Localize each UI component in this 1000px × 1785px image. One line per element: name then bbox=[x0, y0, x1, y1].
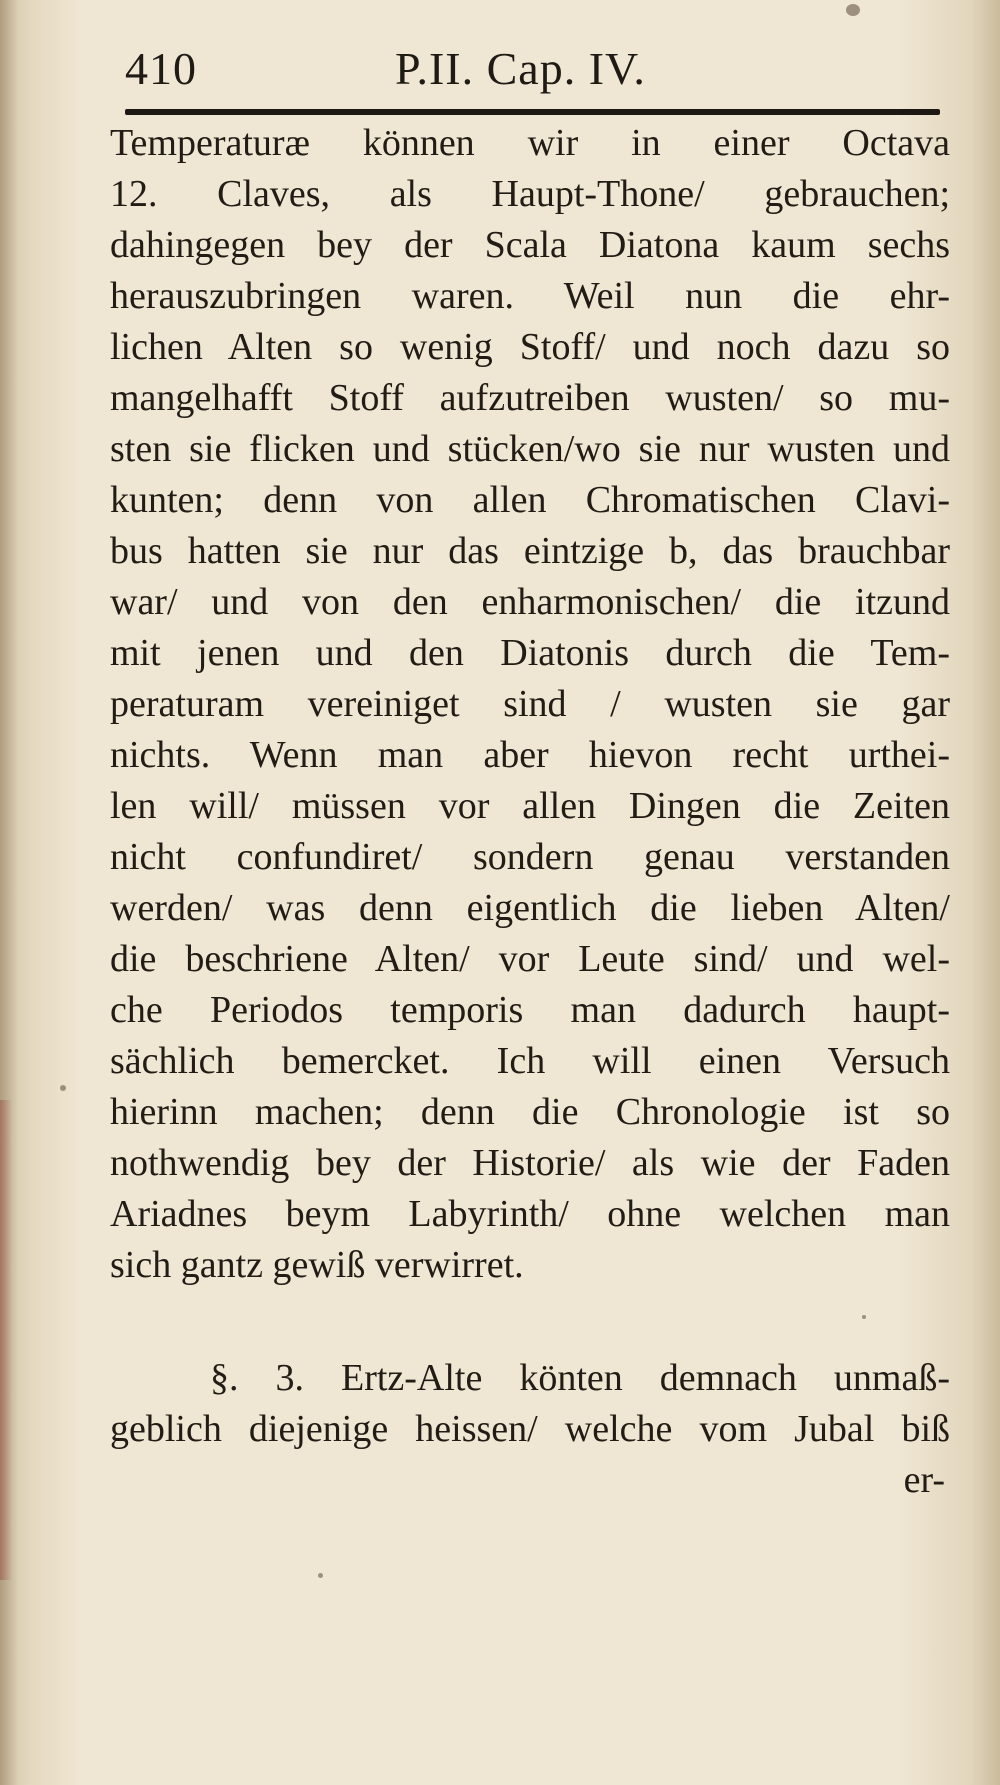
text-line: sächlich bemercket. Ich will einen Versuch bbox=[110, 1040, 950, 1082]
text-line: nichts. Wenn man aber hievon recht urthei- bbox=[110, 734, 950, 776]
text-line: hierinn machen; denn die Chronologie ist so bbox=[110, 1091, 950, 1133]
ink-speck bbox=[862, 1315, 866, 1319]
page-header bbox=[125, 42, 945, 102]
text-line: mit jenen und den Diatonis durch die Tem- bbox=[110, 632, 950, 674]
paragraph-1 bbox=[110, 118, 950, 1291]
text-line: nicht confundiret/ sondern genau verstanden bbox=[110, 836, 950, 878]
text-line: geblich diejenige heissen/ welche vom Jubal biß bbox=[110, 1408, 950, 1450]
text-line: §. 3. Ertz-Alte könten demnach unmaß- bbox=[210, 1357, 950, 1399]
header-rule bbox=[125, 109, 940, 115]
text-line: lichen Alten so wenig Stoff/ und noch dazu so bbox=[110, 326, 950, 368]
text-line: kunten; denn von allen Chromatischen Clavi- bbox=[110, 479, 950, 521]
body-text bbox=[110, 118, 950, 1506]
text-line: Temperaturæ können wir in einer Octava bbox=[110, 122, 950, 164]
page-number: 410 bbox=[125, 43, 197, 94]
paragraph-2 bbox=[110, 1353, 950, 1455]
text-line: bus hatten sie nur das eintzige b, das brauchbar bbox=[110, 530, 950, 572]
text-line: war/ und von den enharmonischen/ die itzund bbox=[110, 581, 950, 623]
text-line: mangelhafft Stoff aufzutreiben wusten/ so mu- bbox=[110, 377, 950, 419]
text-line: sich gantz gewiß verwirret. bbox=[110, 1244, 524, 1286]
ink-speck bbox=[60, 1085, 66, 1091]
text-line: peraturam vereiniget sind / wusten sie gar bbox=[110, 683, 950, 725]
text-line: herauszubringen waren. Weil nun die ehr- bbox=[110, 275, 950, 317]
running-head: P.II. Cap. IV. bbox=[395, 43, 646, 94]
text-line: dahingegen bey der Scala Diatona kaum sechs bbox=[110, 224, 950, 266]
catchword: er- bbox=[903, 1459, 945, 1501]
paragraph-gap bbox=[110, 1291, 950, 1353]
ink-speck bbox=[846, 4, 860, 16]
text-line: werden/ was denn eigentlich die lieben Alten/ bbox=[110, 887, 950, 929]
text-line: len will/ müssen vor allen Dingen die Zeiten bbox=[110, 785, 950, 827]
text-line: sten sie flicken und stücken/wo sie nur wusten und bbox=[110, 428, 950, 470]
text-line: nothwendig bey der Historie/ als wie der Faden bbox=[110, 1142, 950, 1184]
text-line: Ariadnes beym Labyrinth/ ohne welchen man bbox=[110, 1193, 950, 1235]
text-line: che Periodos temporis man dadurch haupt- bbox=[110, 989, 950, 1031]
text-line: die beschriene Alten/ vor Leute sind/ und wel- bbox=[110, 938, 950, 980]
ink-speck bbox=[318, 1573, 323, 1578]
page-edge-stain bbox=[0, 1100, 12, 1580]
text-line: 12. Claves, als Haupt-Thone/ gebrauchen; bbox=[110, 173, 950, 215]
